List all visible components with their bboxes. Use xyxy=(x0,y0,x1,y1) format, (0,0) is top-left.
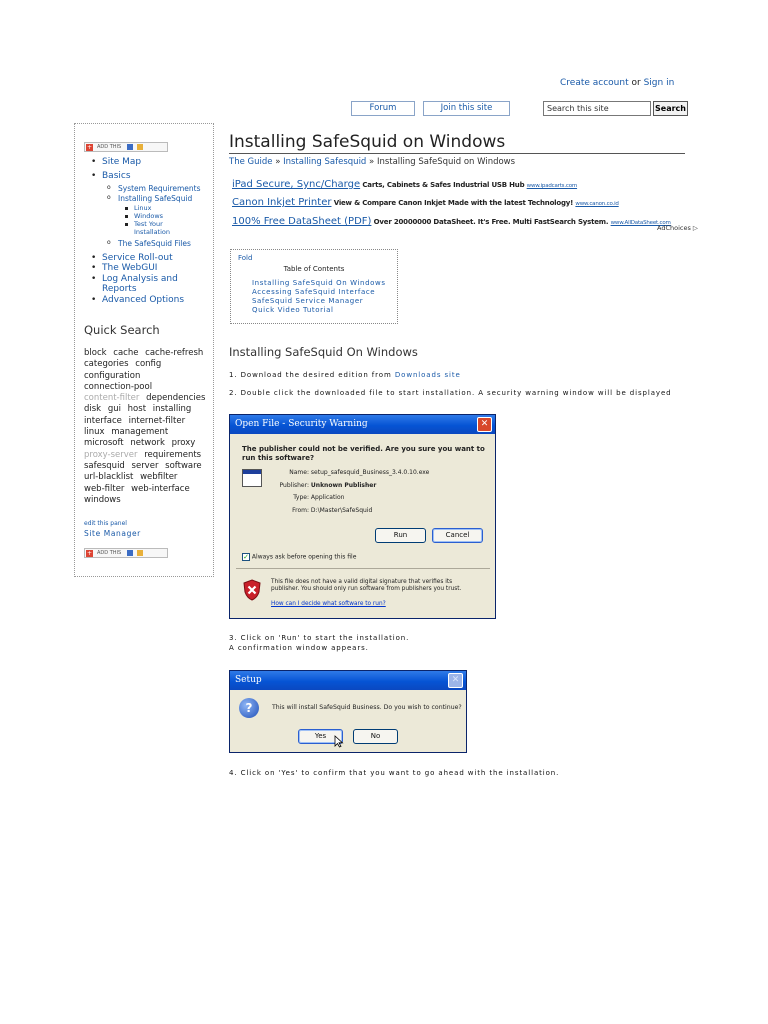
tag-link[interactable]: cache-refresh xyxy=(145,348,204,358)
edit-panel-link[interactable]: edit this panel xyxy=(84,520,127,527)
toc-item[interactable]: Installing SafeSquid On Windows xyxy=(252,279,386,287)
mouse-cursor-icon xyxy=(334,733,344,746)
run-button[interactable]: Run xyxy=(375,528,426,543)
sidebar-item-basics[interactable]: • Basics xyxy=(75,171,213,182)
tag-link[interactable]: configuration xyxy=(84,370,141,381)
no-button[interactable]: No xyxy=(353,729,398,744)
create-account-link[interactable]: Create account xyxy=(560,78,629,88)
breadcrumb-separator: » xyxy=(369,157,375,167)
addthis-button-bottom[interactable] xyxy=(84,548,168,558)
toc-fold-link[interactable]: Fold xyxy=(238,254,253,262)
tag-link[interactable]: software xyxy=(165,460,202,471)
unsigned-warning-text: This file does not have a valid digital signature that verifies its publisher. You should only run software from publishers you trust. xyxy=(271,579,462,593)
ad-title-link[interactable]: 100% Free DataSheet (PDF) xyxy=(232,216,372,227)
ad-item xyxy=(232,197,619,208)
tag-link[interactable]: web-filter xyxy=(84,483,125,494)
tag-link[interactable]: requirements xyxy=(144,449,202,460)
tag-link[interactable]: categories xyxy=(84,359,129,370)
tag-link[interactable]: network xyxy=(130,438,165,449)
addthis-label: ADD THIS xyxy=(97,144,122,150)
setup-dialog xyxy=(229,670,467,753)
from-value: D:\Master\SafeSquid xyxy=(310,506,373,514)
ad-url[interactable]: www.ipadcarts.com xyxy=(526,183,578,189)
sidebar-nav xyxy=(75,157,213,305)
cancel-button[interactable]: Cancel xyxy=(432,528,483,543)
sidebar-item-service-rollout[interactable]: • Service Roll-out xyxy=(75,253,213,264)
step-3: 3. Click on 'Run' to start the installation. xyxy=(229,634,410,642)
tag-link[interactable]: disk xyxy=(84,404,102,415)
dialog-title: Open File - Security Warning xyxy=(235,419,368,429)
tag-link[interactable]: dependencies xyxy=(146,393,206,404)
site-manager-link[interactable]: Site Manager xyxy=(84,529,141,538)
adchoices-link[interactable]: AdChoices ▷ xyxy=(657,224,698,232)
breadcrumb-current: Installing SafeSquid on Windows xyxy=(376,157,516,167)
tag-cloud xyxy=(84,348,210,506)
type-label: Type: xyxy=(293,494,309,501)
toc-item[interactable]: SafeSquid Service Manager xyxy=(252,297,364,305)
sidebar-item-safesquid-files[interactable]: o The SafeSquid Files xyxy=(75,239,213,249)
publisher-label: Publisher: xyxy=(279,481,309,489)
step-4: 4. Click on 'Yes' to confirm that you want to go ahead with the installation. xyxy=(229,769,560,777)
ad-item xyxy=(232,179,577,190)
tag-link[interactable]: windows xyxy=(84,494,121,505)
tag-link[interactable]: proxy-server xyxy=(84,449,138,460)
shield-warning-icon xyxy=(242,579,262,601)
ad-title-link[interactable]: iPad Secure, Sync/Charge xyxy=(232,179,361,190)
ad-url[interactable]: www.AllDataSheet.com xyxy=(610,220,671,226)
application-icon xyxy=(242,469,262,487)
step-1 xyxy=(229,371,461,379)
step-3-confirmation: A confirmation window appears. xyxy=(229,644,369,652)
toc-item[interactable]: Accessing SafeSquid Interface xyxy=(252,288,376,296)
tag-link[interactable]: management xyxy=(111,427,169,438)
breadcrumb xyxy=(229,157,515,167)
addthis-button-top[interactable] xyxy=(84,142,168,152)
ad-title-link[interactable]: Canon Inkjet Printer xyxy=(232,197,332,208)
from-label: From: xyxy=(292,506,309,514)
ad-text: View & Compare Canon Inkjet Made with the latest Technology! xyxy=(333,199,574,207)
breadcrumb-separator: » xyxy=(275,157,281,167)
ad-text: Over 20000000 DataSheet. It's Free. Multi FastSearch System. xyxy=(373,218,609,226)
yes-button[interactable]: Yes xyxy=(298,729,343,744)
step-1-text: 1. Download the desired edition from xyxy=(229,371,392,379)
tag-link[interactable]: content-filter xyxy=(84,393,140,404)
security-warning-dialog xyxy=(229,414,496,619)
tag-link[interactable]: cache xyxy=(113,348,139,358)
tag-link[interactable]: config xyxy=(135,359,162,370)
tag-link[interactable]: interface xyxy=(84,415,122,426)
addthis-label: ADD THIS xyxy=(97,550,122,556)
name-label: Name: xyxy=(289,469,309,476)
sidebar-item-log-analysis[interactable]: • Log Analysis and Reports xyxy=(75,274,213,295)
breadcrumb-installing[interactable]: Installing Safesquid xyxy=(283,157,367,167)
always-ask-option[interactable] xyxy=(242,553,356,561)
page-title: Installing SafeSquid on Windows xyxy=(229,132,506,152)
checkbox-checked-icon[interactable]: ✓ xyxy=(243,553,249,561)
tag-link[interactable]: webfilter xyxy=(140,472,178,483)
dialog-divider xyxy=(236,568,490,569)
sidebar-item-linux[interactable]: Linux xyxy=(75,204,213,212)
security-question: The publisher could not be verified. Are you sure you want to run this software? xyxy=(242,445,485,462)
tag-link[interactable]: microsoft xyxy=(84,438,124,449)
plus-icon: + xyxy=(86,550,93,557)
sidebar xyxy=(74,123,214,577)
publisher-value: Unknown Publisher xyxy=(310,481,377,489)
sign-in-link[interactable]: Sign in xyxy=(643,78,675,88)
decide-software-help-link[interactable]: How can I decide what software to run? xyxy=(271,601,386,607)
tag-link[interactable]: proxy xyxy=(171,438,196,449)
sidebar-item-site-map[interactable]: • Site Map xyxy=(75,157,213,168)
tag-link[interactable]: web-interface xyxy=(131,483,190,494)
section-title: Installing SafeSquid On Windows xyxy=(229,345,418,359)
tag-link[interactable]: connection-pool xyxy=(84,381,153,392)
always-ask-label: Always ask before opening this file xyxy=(251,553,357,561)
bookmark-icon xyxy=(127,550,133,556)
account-links xyxy=(560,78,674,88)
tag-link[interactable]: server xyxy=(131,460,159,471)
or-text: or xyxy=(631,78,641,88)
step-2: 2. Double click the downloaded file to start installation. A security warning window will be displayed xyxy=(229,389,672,397)
dialog-title-bar xyxy=(230,415,495,434)
sidebar-item-advanced-options[interactable]: • Advanced Options xyxy=(75,295,213,306)
tag-link[interactable]: block xyxy=(84,348,107,358)
forum-button[interactable]: Forum xyxy=(351,101,415,116)
join-site-button[interactable]: Join this site xyxy=(423,101,510,116)
bookmark-icon xyxy=(127,144,133,150)
tag-link[interactable]: installing xyxy=(152,404,192,415)
tag-link[interactable]: gui xyxy=(107,404,121,415)
share-icon xyxy=(137,550,143,556)
search-button[interactable]: Search xyxy=(653,101,688,116)
sidebar-item-installing-safesquid[interactable]: o Installing SafeSquid xyxy=(75,194,213,204)
dialog-title: Setup xyxy=(235,675,262,685)
ad-item xyxy=(232,216,671,227)
toc-title: Table of Contents xyxy=(283,265,345,273)
type-value: Application xyxy=(310,494,345,501)
sidebar-item-webgui[interactable]: • The WebGUI xyxy=(75,263,213,274)
quick-search-title: Quick Search xyxy=(84,323,160,337)
plus-icon: + xyxy=(86,144,93,151)
sidebar-item-system-requirements[interactable]: o System Requirements xyxy=(75,184,213,194)
tag-link[interactable]: url-blacklist xyxy=(84,472,134,483)
table-of-contents xyxy=(230,249,398,324)
question-icon: ? xyxy=(239,698,259,718)
title-divider xyxy=(229,153,685,154)
tag-link[interactable]: linux xyxy=(84,427,105,438)
name-value: setup_safesquid_Business_3.4.0.10.exe xyxy=(310,469,430,476)
close-icon: ✕ xyxy=(448,673,463,688)
file-details xyxy=(267,467,496,517)
sidebar-item-test-installation[interactable]: Test Your Installation xyxy=(75,220,213,236)
breadcrumb-guide[interactable]: The Guide xyxy=(229,157,273,167)
sidebar-item-windows[interactable]: Windows xyxy=(75,212,213,220)
tag-link[interactable]: internet-filter xyxy=(128,415,186,426)
share-icon xyxy=(137,144,143,150)
search-input[interactable] xyxy=(543,101,651,116)
close-icon[interactable]: ✕ xyxy=(477,417,492,432)
toc-item[interactable]: Quick Video Tutorial xyxy=(252,306,334,314)
tag-link[interactable]: host xyxy=(127,404,147,415)
ad-url[interactable]: www.canon.co.id xyxy=(575,201,619,207)
tag-link[interactable]: safesquid xyxy=(84,460,125,471)
dialog-title-bar xyxy=(230,671,466,690)
setup-message: This will install SafeSquid Business. Do you wish to continue? xyxy=(272,704,462,711)
ad-text: Carts, Cabinets & Safes Industrial USB Hub xyxy=(362,181,525,189)
downloads-site-link[interactable]: Downloads site xyxy=(394,371,461,379)
